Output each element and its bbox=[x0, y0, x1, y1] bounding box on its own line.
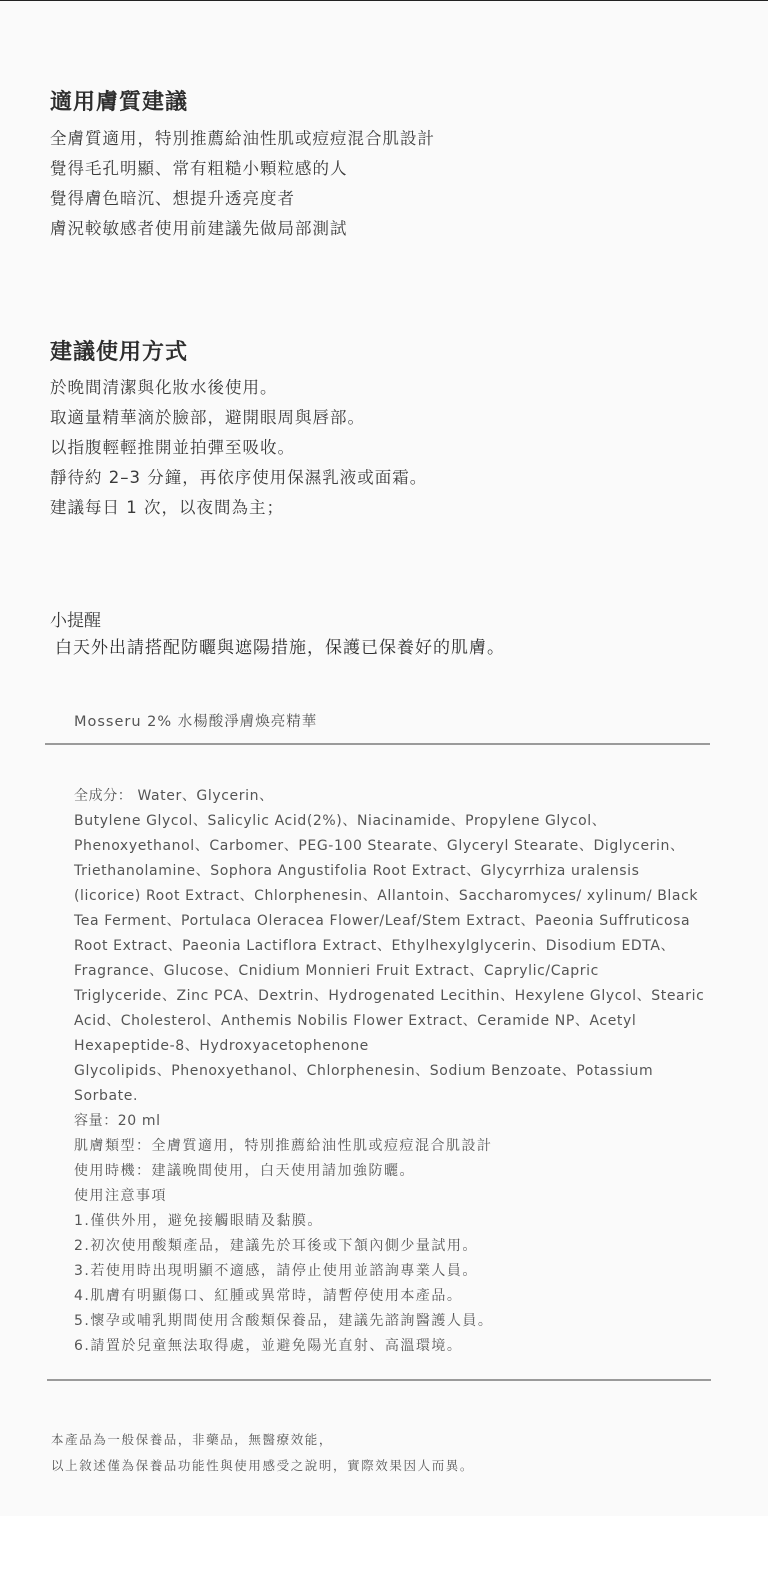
precaution-item: 6.請置於兒童無法取得處，並避免陽光直射、高溫環境。 bbox=[74, 1338, 463, 1354]
ingredients-line: Fragrance、Glucose、Cnidium Monnieri Fruit Extract、Caprylic/Capric bbox=[74, 963, 599, 979]
ingredients-line: Triglyceride、Zinc PCA、Dextrin、Hydrogenated Lecithin、Hexylene Glycol、Stearic bbox=[74, 988, 705, 1004]
product-name: Mosseru 2% 水楊酸淨膚煥亮精華 bbox=[74, 714, 318, 730]
ingredients-line: Root Extract、Paeonia Lactiflora Extract、Ethylhexylglycerin、Disodium EDTA、 bbox=[74, 938, 676, 954]
precaution-item: 3.若使用時出現明顯不適感，請停止使用並諮詢專業人員。 bbox=[74, 1263, 478, 1279]
usage-line: 以指腹輕輕推開並拍彈至吸收。 bbox=[50, 438, 295, 457]
ingredients-line: 全成分： Water、Glycerin、 bbox=[74, 788, 274, 804]
disclaimer-line: 本產品為一般保養品，非藥品，無醫療效能， bbox=[51, 1432, 334, 1447]
precaution-item: 4.肌膚有明顯傷口、紅腫或異常時，請暫停使用本產品。 bbox=[74, 1288, 463, 1304]
ingredients-line: Butylene Glycol、Salicylic Acid(2%)、Niacinamide、Propylene Glycol、 bbox=[74, 813, 607, 829]
tip-title: 小提醒 bbox=[50, 611, 101, 631]
divider-bottom bbox=[47, 1379, 711, 1381]
usage-line: 取適量精華滴於臉部，避開眼周與唇部。 bbox=[50, 408, 365, 427]
ingredients-line: Tea Ferment、Portulaca Oleracea Flower/Leaf/Stem Extract、Paeonia Suffruticosa bbox=[74, 913, 691, 929]
disclaimer bbox=[51, 1427, 474, 1479]
ingredients-line: Glycolipids、Phenoxyethanol、Chlorphenesin、Sodium Benzoate、Potassium bbox=[74, 1063, 654, 1079]
divider-top bbox=[45, 743, 710, 745]
skin-type-line: 覺得膚色暗沉、想提升透亮度者 bbox=[50, 189, 295, 208]
precaution-item: 1.僅供外用，避免接觸眼睛及黏膜。 bbox=[74, 1213, 323, 1229]
ingredients-line: Phenoxyethanol、Carbomer、PEG-100 Stearate、Glyceryl Stearate、Diglycerin、 bbox=[74, 838, 685, 854]
ingredients-line: Sorbate. bbox=[74, 1088, 139, 1104]
usage-time-text: 使用時機：建議晚間使用，白天使用請加強防曬。 bbox=[74, 1163, 415, 1179]
usage-line: 於晚間清潔與化妝水後使用。 bbox=[50, 378, 278, 397]
tip-text: 白天外出請搭配防曬與遮陽措施，保護已保養好的肌膚。 bbox=[55, 638, 505, 658]
precautions-title: 使用注意事項 bbox=[74, 1188, 167, 1204]
disclaimer-line: 以上敘述僅為保養品功能性與使用感受之說明，實際效果因人而異。 bbox=[51, 1458, 475, 1473]
skin-type-line: 膚況較敏感者使用前建議先做局部測試 bbox=[50, 219, 348, 238]
usage-list bbox=[50, 373, 427, 523]
ingredients-block bbox=[74, 784, 714, 1359]
ingredients-line: Acid、Cholesterol、Anthemis Nobilis Flower Extract、Ceramide NP、Acetyl bbox=[74, 1013, 637, 1029]
skin-type-text: 肌膚類型：全膚質適用，特別推薦給油性肌或痘痘混合肌設計 bbox=[74, 1138, 493, 1154]
precaution-item: 2.初次使用酸類產品，建議先於耳後或下頷內側少量試用。 bbox=[74, 1238, 478, 1254]
skin-type-line: 覺得毛孔明顯、常有粗糙小顆粒感的人 bbox=[50, 159, 348, 178]
usage-heading: 建議使用方式 bbox=[50, 340, 189, 365]
skin-type-heading: 適用膚質建議 bbox=[50, 90, 189, 115]
ingredients-line: Triethanolamine、Sophora Angustifolia Root Extract、Glycyrrhiza uralensis bbox=[74, 863, 640, 879]
usage-line: 靜待約 2–3 分鐘，再依序使用保濕乳液或面霜。 bbox=[50, 468, 428, 487]
usage-line: 建議每日 1 次，以夜間為主； bbox=[50, 498, 284, 517]
skin-type-line: 全膚質適用，特別推薦給油性肌或痘痘混合肌設計 bbox=[50, 129, 435, 148]
ingredients-line: (licorice) Root Extract、Chlorphenesin、Allantoin、Saccharomyces/ xylinum/ Black bbox=[74, 888, 699, 904]
precaution-item: 5.懷孕或哺乳期間使用含酸類保養品，建議先諮詢醫護人員。 bbox=[74, 1313, 494, 1329]
skin-type-list bbox=[50, 124, 435, 244]
ingredients-line: Hexapeptide-8、Hydroxyacetophenone bbox=[74, 1038, 369, 1054]
volume-text: 容量：20 ml bbox=[74, 1113, 161, 1129]
